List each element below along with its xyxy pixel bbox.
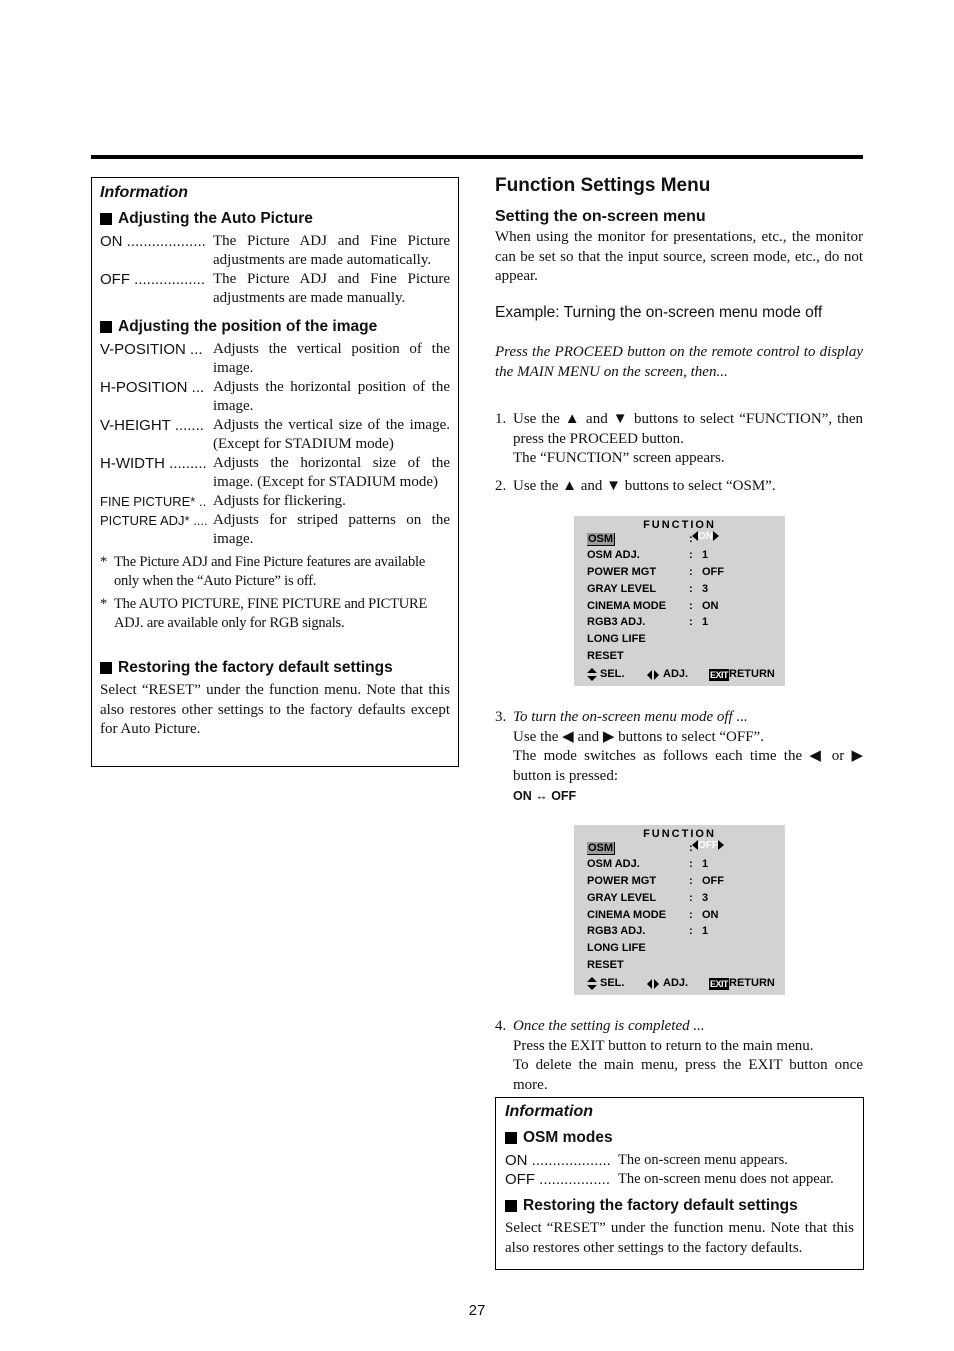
section-heading-factory: Restoring the factory default settings <box>505 1197 854 1215</box>
term-row: H-WIDTH ......... Adjusts the horizontal size of the image. (Except for STADIUM mode) <box>100 455 450 490</box>
osd-row: RESET <box>587 650 624 662</box>
exit-icon: EXIT <box>710 979 729 989</box>
osd-title: FUNCTION <box>643 828 716 840</box>
step-1: 1. Use the ▲ and ▼ buttons to select “FUNCTION”, then press the PROCEED button. The “FUNCTION” screen appears. <box>495 411 863 466</box>
info-box-right <box>495 1097 864 1270</box>
section-heading-factory: Restoring the factory default settings <box>100 659 450 677</box>
osd-row: OSM ADJ. : 1 <box>587 858 709 870</box>
osd-row: RGB3 ADJ. : 1 <box>587 925 709 937</box>
osd-footer: SEL. ADJ. EXIT RETURN <box>587 668 782 682</box>
term-row: ON ................... The on-screen menu appears. <box>505 1152 788 1169</box>
instruction-text: Press the PROCEED button on the remote control to display the MAIN MENU on the screen, then... <box>495 344 863 380</box>
osd-row: OSM : ON <box>587 533 777 549</box>
term-row: V-POSITION ... Adjusts the vertical position of the image. <box>100 341 450 376</box>
square-bullet-icon <box>100 213 112 225</box>
osd-value-selector: ON <box>692 531 719 542</box>
term-row: OFF ................. The Picture ADJ and Fine Picture adjustments are made manually. <box>100 271 450 306</box>
section-heading-auto-picture: Adjusting the Auto Picture <box>100 210 450 228</box>
osd-row: LONG LIFE <box>587 942 646 954</box>
top-rule <box>91 155 863 159</box>
info-box-left <box>91 177 459 767</box>
page-title: Function Settings Menu <box>495 175 711 196</box>
term-row: ON ................... The Picture ADJ and Fine Picture adjustments are made automatically. <box>100 233 450 268</box>
right-arrow-icon <box>718 840 724 850</box>
factory-text: Select “RESET” under the function menu. Note that this also restores other settings to the factory defaults. <box>505 1220 854 1256</box>
term-row: H-POSITION ... Adjusts the horizontal position of the image. <box>100 379 450 414</box>
section-heading-position: Adjusting the position of the image <box>100 318 450 336</box>
term-row: OFF ................. The on-screen menu does not appear. <box>505 1171 834 1188</box>
right-arrow-icon <box>713 531 719 541</box>
exit-icon: EXIT <box>710 670 729 680</box>
info-title: Information <box>505 1103 593 1120</box>
page-number: 27 <box>468 1302 486 1319</box>
osd-row: LONG LIFE <box>587 633 646 645</box>
osd-row: RESET <box>587 959 624 971</box>
step-2: 2. Use the ▲ and ▼ buttons to select “OSM”. <box>495 478 776 494</box>
left-right-icon <box>647 979 661 989</box>
term-row: V-HEIGHT ....... Adjusts the vertical size of the image. (Except for STADIUM mode) <box>100 417 450 452</box>
term-row: PICTURE ADJ* .... Adjusts for striped patterns on the image. <box>100 512 450 547</box>
up-down-icon <box>587 977 597 991</box>
osd-row: CINEMA MODE : ON <box>587 600 719 612</box>
osd-title: FUNCTION <box>643 519 716 531</box>
square-bullet-icon <box>100 321 112 333</box>
osd-row: GRAY LEVEL : 3 <box>587 892 709 904</box>
osd-screen-off <box>574 825 785 995</box>
osd-row: RGB3 ADJ. : 1 <box>587 616 709 628</box>
osd-row: GRAY LEVEL : 3 <box>587 583 709 595</box>
square-bullet-icon <box>505 1200 517 1212</box>
square-bullet-icon <box>100 662 112 674</box>
info-title: Information <box>100 184 188 201</box>
factory-text: Select “RESET” under the function menu. Note that this also restores other settings to the factory defaults except for Auto Picture. <box>100 682 450 737</box>
osd-row: CINEMA MODE : ON <box>587 909 719 921</box>
osd-row: POWER MGT : OFF <box>587 566 724 578</box>
step-4: 4. Once the setting is completed ... Press the EXIT button to return to the main menu. To delete the main menu, press the EXIT button once more. <box>495 1018 863 1093</box>
osd-footer: SEL. ADJ. EXIT RETURN <box>587 977 782 991</box>
osd-screen-on <box>574 516 785 686</box>
osd-row: OSM : OFF <box>587 842 777 858</box>
example-text: Example: Turning the on-screen menu mode off <box>495 304 823 321</box>
osd-value-selector: OFF <box>692 840 724 851</box>
subtitle: Setting the on-screen menu <box>495 208 706 225</box>
left-right-icon <box>647 670 661 680</box>
footnote: * The Picture ADJ and Fine Picture features are available only when the “Auto Picture” is off. <box>100 554 426 589</box>
osd-row: POWER MGT : OFF <box>587 875 724 887</box>
intro-text: When using the monitor for presentations, etc., the monitor can be set so that the input source, screen mode, etc., do not appear. <box>495 229 863 284</box>
up-down-icon <box>587 668 597 682</box>
section-heading-osm-modes: OSM modes <box>505 1129 854 1147</box>
footnote: * The AUTO PICTURE, FINE PICTURE and PICTURE ADJ. are available only for RGB signals. <box>100 596 428 631</box>
step-3: 3. To turn the on-screen menu mode off ... Use the ◀ and ▶ buttons to select “OFF”. The mode switches as follows each time the ◀ or ▶ button is pressed: <box>495 709 863 784</box>
toggle-text: ON ↔ OFF <box>513 789 577 803</box>
term-row: FINE PICTURE* .. Adjusts for flickering. <box>100 493 346 509</box>
osd-row: OSM ADJ. : 1 <box>587 549 709 561</box>
square-bullet-icon <box>505 1132 517 1144</box>
